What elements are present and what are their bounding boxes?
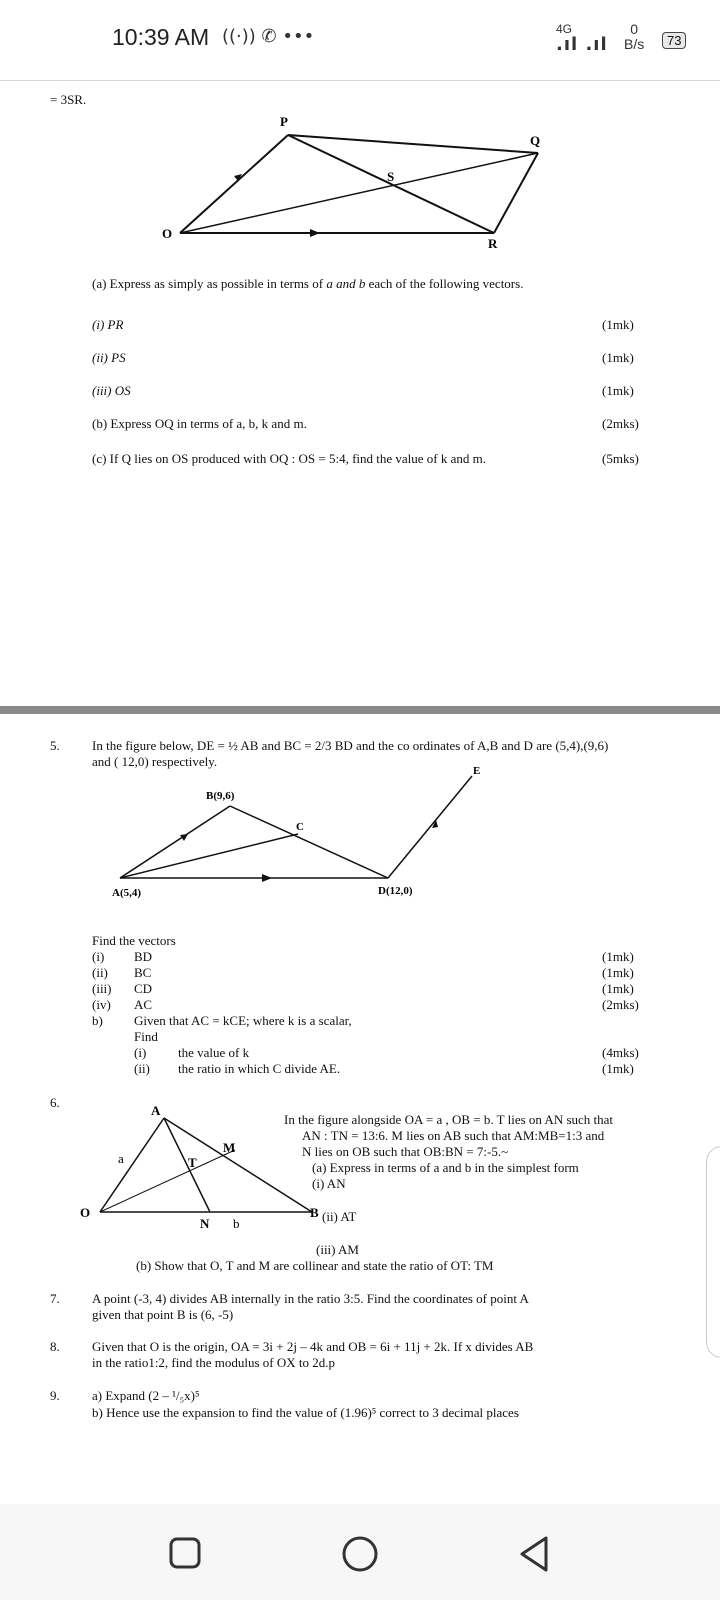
label-q: Q — [530, 133, 541, 148]
q6-line8: (b) Show that O, T and M are collinear and state the ratio of OT: TM — [136, 1258, 494, 1273]
q8-number: 8. — [50, 1339, 60, 1354]
line-bd — [230, 806, 388, 878]
q8-line2: in the ratio1:2, find the modulus of OX to 2d.p — [92, 1355, 336, 1370]
home-button[interactable] — [340, 1534, 380, 1574]
arrow-or — [310, 229, 320, 237]
q5-item-iv-marks: (2mks) — [602, 997, 639, 1012]
status-bar — [0, 0, 720, 81]
label-r: R — [488, 236, 498, 251]
q5-item-iii-marks: (1mk) — [602, 981, 634, 996]
label-b: B(9,6) — [206, 790, 235, 802]
q5-item-iii-label: CD — [134, 981, 153, 996]
label-a-vec: a — [118, 1151, 124, 1166]
q4-part-b-marks: (2mks) — [602, 416, 639, 431]
q4-figure — [150, 108, 570, 258]
q6-line6: (ii) AT — [322, 1209, 357, 1224]
navigation-bar — [0, 1504, 720, 1600]
q4-part-c: (c) If Q lies on OS produced with OQ : OS = 5:4, find the value of k and m. — [92, 451, 487, 466]
q5-item-ii-marks: (1mk) — [602, 965, 634, 980]
label-n: N — [200, 1216, 210, 1231]
data-rate — [624, 22, 644, 52]
q6-line4: (a) Express in terms of a and b in the simplest form — [312, 1160, 579, 1175]
more-dots-icon: ••• — [282, 26, 315, 47]
q5-b-item-i-marks: (4mks) — [602, 1045, 639, 1060]
q5-b-num: b) — [92, 1013, 103, 1028]
wifi-bars-icon: .ıl .ıl — [556, 34, 608, 55]
status-time: 10:39 AM — [112, 24, 210, 50]
q6-line7: (iii) AM — [316, 1242, 359, 1257]
label-b-vec: b — [233, 1216, 240, 1231]
q5-b-item-i-num: (i) — [134, 1045, 147, 1060]
q5-figure — [100, 762, 500, 912]
q5-b-item-ii-num: (ii) — [134, 1061, 150, 1076]
line-pr — [288, 135, 494, 233]
q9-number: 9. — [50, 1388, 60, 1403]
q4-item-ii-marks: (1mk) — [602, 350, 634, 365]
label-c: C — [296, 821, 304, 833]
label-b6: B — [310, 1205, 319, 1220]
arrow-ad — [262, 874, 272, 882]
line-ac — [120, 834, 298, 878]
q6-line2: AN : TN = 13:6. M lies on AB such that AM:MB=1:3 and — [302, 1128, 605, 1143]
home-icon — [344, 1538, 376, 1570]
label-m: M — [223, 1140, 236, 1155]
q5-line1: In the figure below, DE = ½ AB and BC = 2/3 BD and the co ordinates of A,B and D are (5,4),(9,6) — [92, 738, 609, 753]
q6-number: 6. — [50, 1095, 60, 1110]
q5-b-item-i-label: the value of k — [178, 1045, 250, 1060]
q9-line1: a) Expand (2 – ¹/₅x)⁵ — [92, 1388, 200, 1403]
q5-number: 5. — [50, 738, 60, 753]
q5-item-i-label: BD — [134, 949, 153, 964]
q5-item-ii-num: (ii) — [92, 965, 108, 980]
q5-item-ii-label: BC — [134, 965, 152, 980]
back-button[interactable] — [516, 1534, 552, 1574]
recents-button[interactable] — [168, 1536, 204, 1572]
page-separator — [0, 706, 720, 714]
q7-number: 7. — [50, 1291, 60, 1306]
battery-level: 73 — [667, 33, 682, 48]
q5-item-iv-label: AC — [134, 997, 153, 1012]
q4-part-a — [92, 276, 523, 292]
q7-line1: A point (-3, 4) divides AB internally in the ratio 3:5. Find the coordinates of point A — [92, 1291, 529, 1306]
q9-line2: b) Hence use the expansion to find the value of (1.96)⁵ correct to 3 decimal places — [92, 1405, 519, 1420]
line-oq — [180, 153, 538, 233]
label-t: T — [188, 1155, 197, 1170]
q8-line1: Given that O is the origin, OA = 3i + 2j – 4k and OB = 6i + 11j + 2k. If x divides AB — [92, 1339, 534, 1354]
q4-item-i-marks: (1mk) — [602, 317, 634, 332]
q4-part-c-marks: (5mks) — [602, 451, 639, 466]
network-type: 4G — [556, 22, 573, 36]
back-icon — [522, 1538, 546, 1570]
q7-line2: given that point B is (6, -5) — [92, 1307, 234, 1322]
q5-line2: and ( 12,0) respectively. — [92, 754, 218, 769]
label-a: A(5,4) — [112, 887, 142, 899]
q5-find: Find the vectors — [92, 933, 176, 948]
q6-line5: (i) AN — [312, 1176, 346, 1191]
line-pq — [288, 133, 541, 153]
q5-b-item-ii-label: the ratio in which C divide AE. — [178, 1061, 341, 1076]
battery-icon — [662, 32, 686, 49]
q4-item-ii: (ii) PS — [92, 350, 126, 365]
label-d: D(12,0) — [378, 885, 413, 897]
label-p: P — [280, 114, 288, 129]
signal-icon: ((·)) — [222, 26, 256, 47]
q6-line1: In the figure alongside OA = a , OB = b. T lies on AN such that — [284, 1112, 614, 1127]
line-qr — [494, 153, 538, 233]
label-o: O — [162, 226, 173, 241]
line-op — [180, 135, 288, 233]
scroll-handle[interactable] — [706, 1146, 720, 1358]
label-s: S — [387, 169, 395, 184]
q5-b-text: Given that AC = kCE; where k is a scalar, — [134, 1013, 352, 1028]
q5-item-i-marks: (1mk) — [602, 949, 634, 964]
line-ab — [120, 806, 230, 878]
recents-icon — [171, 1539, 199, 1567]
q6-line3: N lies on OB such that OB:BN = 7:-5.~ — [302, 1144, 509, 1159]
q4-part-a-text: (a) Express as simply as possible in terms of — [92, 276, 324, 291]
q5-item-iv-num: (iv) — [92, 997, 111, 1012]
label-a6: A — [151, 1103, 161, 1118]
q5-item-iii-num: (iii) — [92, 981, 112, 996]
q4-item-iii-marks: (1mk) — [602, 383, 634, 398]
q4-part-b: (b) Express OQ in terms of a, b, k and m. — [92, 416, 307, 431]
label-e: E — [473, 765, 481, 777]
q5-item-i-num: (i) — [92, 949, 105, 964]
whatsapp-icon: ✆ — [261, 26, 277, 47]
q4-item-iii: (iii) OS — [92, 383, 131, 398]
data-rate-value: 0 — [630, 21, 639, 37]
q4-top-line: = 3SR. — [50, 92, 87, 107]
q4-part-a-vars: a and b — [326, 276, 366, 291]
q5-b-item-ii-marks: (1mk) — [602, 1061, 634, 1076]
line-de — [388, 776, 472, 878]
q4-item-i: (i) PR — [92, 317, 124, 332]
line-oa — [100, 1118, 164, 1212]
notification-icons — [222, 26, 314, 47]
label-o6: O — [80, 1205, 91, 1220]
q5-b-find: Find — [134, 1029, 158, 1044]
q4-part-a-end: each of the following vectors. — [368, 276, 524, 291]
data-rate-unit: B/s — [624, 36, 645, 52]
